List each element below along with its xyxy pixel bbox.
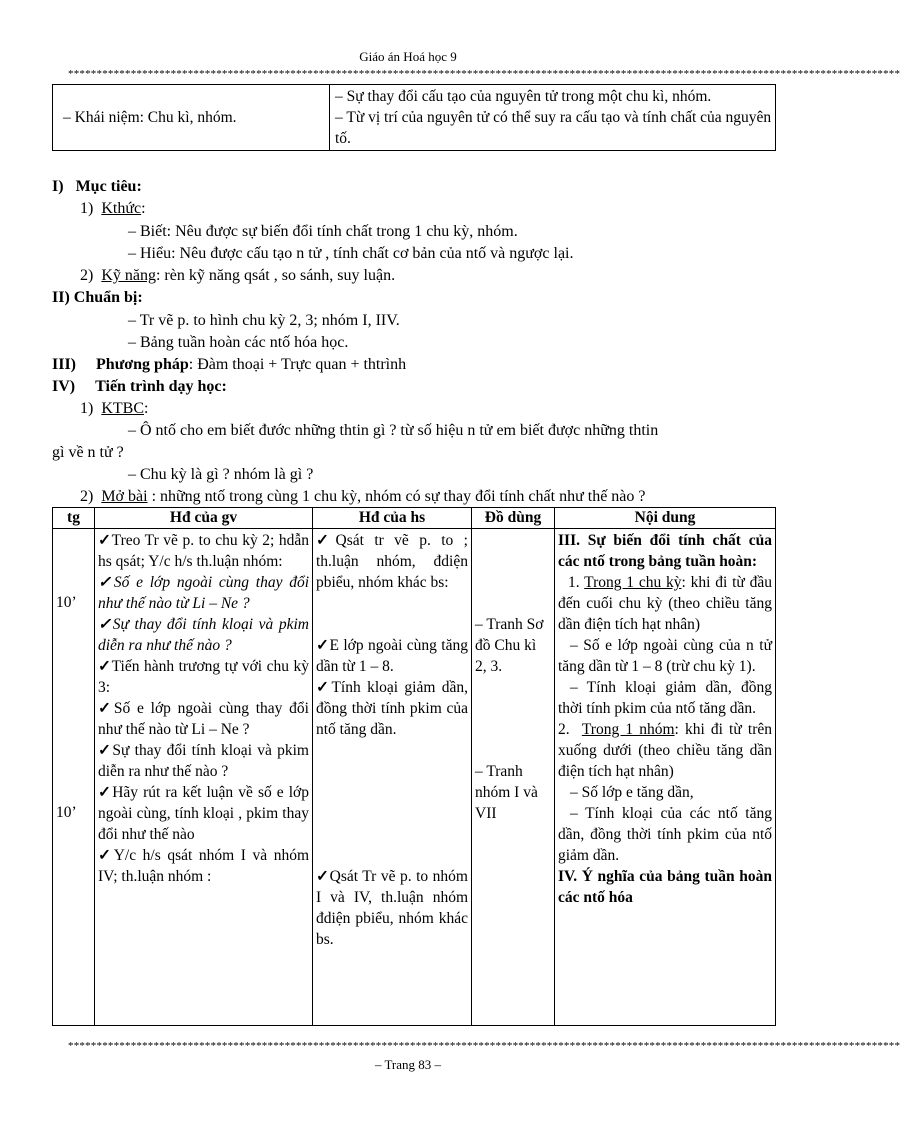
section-4-1: 1) KTBC: bbox=[80, 400, 149, 417]
gv-step: ✓ Số e lớp ngoài cùng thay đổi như thế nào từ Li – Ne ? bbox=[98, 572, 309, 614]
lesson-activity-table bbox=[52, 507, 776, 1026]
content-point-1: 1. Trong 1 chu kỳ: khi đi từ đầu đến cuối chu kỳ (theo chiều tăng dần điện tích hạt nhân) bbox=[558, 574, 772, 633]
time-1: 10’ bbox=[56, 594, 77, 611]
section-1-1-understand: – Hiểu: Nêu được cấu tạo n tử , tính chất cơ bản của ntố và ngược lại. bbox=[128, 245, 574, 262]
materials-cell bbox=[472, 529, 555, 1026]
header-star-divider: ************************************************************************************************************************************************** bbox=[68, 68, 900, 80]
concept-detail-cell bbox=[330, 85, 776, 151]
section-2-item-2: – Bảng tuần hoàn các ntố hóa học. bbox=[128, 334, 349, 351]
gv-step: ✓ Tiến hành trương tự với chu kỳ 3: bbox=[98, 656, 309, 698]
page-number: – Trang 83 – bbox=[374, 1057, 442, 1072]
concept-detail-2: – Từ vị trí của nguyên tử có thể suy ra cấu tạo và tính chất của nguyên tố. bbox=[335, 109, 772, 147]
section-4-1-q1: – Ô ntố cho em biết đước những thtin gì ? từ số hiệu n tử em biết được những thtin bbox=[128, 422, 659, 439]
section-4-heading: IV) Tiến trình dạy học: bbox=[52, 378, 227, 395]
gv-step: ✓ Sự thay đổi tính kloại và pkim diễn ra như thế nào ? bbox=[98, 614, 309, 656]
content-point-1b: – Tính kloại giảm dần, đồng thời tính pkim của ntố tăng dần. bbox=[558, 679, 772, 717]
concept-cell: – Khái niệm: Chu kì, nhóm. bbox=[53, 85, 330, 151]
gv-step: ✓ Y/c h/s qsát nhóm I và nhóm IV; th.luận nhóm : bbox=[98, 845, 309, 887]
time-cell bbox=[53, 529, 95, 1026]
section-4-1-q1-cont: gì về n tử ? bbox=[52, 444, 124, 461]
section-2-item-1: – Tr vẽ p. to hình chu kỳ 2, 3; nhóm I, IIV. bbox=[128, 312, 400, 329]
time-2: 10’ bbox=[56, 804, 77, 821]
content-cell bbox=[555, 529, 776, 1026]
student-activity-cell bbox=[313, 529, 472, 1026]
concept-detail-1: – Sự thay đổi cấu tạo của nguyên tử trong một chu kì, nhóm. bbox=[335, 88, 712, 105]
gv-step: ✓ Số e lớp ngoài cùng thay đổi như thế nào từ Li – Ne ? bbox=[98, 698, 309, 740]
section-1-2: 2) Kỹ năng: rèn kỹ năng qsát , so sánh, suy luận. bbox=[80, 267, 396, 284]
section-1-1-know: – Biết: Nêu được sự biến đổi tính chất trong 1 chu kỳ, nhóm. bbox=[128, 223, 518, 240]
hs-step: ✓ Tính kloại giảm dần, đồng thời tính pkim của ntố tăng dần. bbox=[316, 677, 468, 740]
content-point-2a: – Số lớp e tăng dần, bbox=[570, 784, 694, 801]
col-header-student: Hđ của hs bbox=[313, 508, 472, 529]
gv-step: ✓ Hãy rút ra kết luận về số e lớp ngoài cùng, tính kloại , pkim thay đổi như thế nào bbox=[98, 782, 309, 845]
page-header-title: Giáo án Hoá học 9 bbox=[359, 49, 457, 64]
content-heading-iii: III. Sự biến đổi tính chất của các ntố trong bảng tuần hoàn: bbox=[558, 532, 772, 570]
section-2-heading: II) Chuẩn bị: bbox=[52, 289, 143, 306]
hs-step: ✓ Qsát Tr vẽ p. to nhóm I và IV, th.luận nhóm đdiện pbiểu, nhóm khác bs. bbox=[316, 866, 468, 950]
hs-step: ✓ E lớp ngoài cùng tăng dần từ 1 – 8. bbox=[316, 635, 468, 677]
section-1-heading: I) Mục tiêu: bbox=[52, 178, 142, 195]
gv-step: ✓ Treo Tr vẽ p. to chu kỳ 2; hdẫn hs qsát; Y/c h/s th.luận nhóm: bbox=[98, 530, 309, 572]
gv-step: ✓ Sự thay đổi tính kloại và pkim diễn ra như thế nào ? bbox=[98, 740, 309, 782]
footer-star-divider: ************************************************************************************************************************************************** bbox=[68, 1040, 900, 1052]
materials-2: – Tranh nhóm I và VII bbox=[475, 763, 538, 822]
col-header-teacher: Hđ của gv bbox=[95, 508, 313, 529]
section-4-2: 2) Mở bài : những ntố trong cùng 1 chu kỳ, nhóm có sự thay đổi tính chất như thế nào ? bbox=[80, 488, 646, 505]
section-4-1-q2: – Chu kỳ là gì ? nhóm là gì ? bbox=[128, 466, 314, 483]
teacher-activity-cell bbox=[95, 529, 313, 1026]
materials-1: – Tranh Sơ đồ Chu kì 2, 3. bbox=[475, 616, 544, 675]
col-header-time: tg bbox=[53, 508, 95, 529]
col-header-content: Nội dung bbox=[555, 508, 776, 529]
content-point-1a: – Số e lớp ngoài cùng của n tử tăng dần từ 1 – 8 (trừ chu kỳ 1). bbox=[558, 637, 772, 675]
objectives-table bbox=[52, 84, 776, 151]
content-heading-iv: IV. Ý nghĩa của bảng tuần hoàn các ntố hóa bbox=[558, 868, 772, 906]
content-point-2b: – Tính kloại của các ntố tăng dần, đồng thời tính pkim của ntố giảm dần. bbox=[558, 805, 772, 864]
col-header-materials: Đồ dùng bbox=[472, 508, 555, 529]
section-3-heading: III) Phương pháp: Đàm thoại + Trực quan + thtrình bbox=[52, 356, 407, 373]
content-point-2: 2. Trong 1 nhóm: khi đi từ trên xuống dưới (theo chiều tăng dần điện tích hạt nhân) bbox=[558, 721, 772, 780]
section-1-1: 1) Kthức: bbox=[80, 200, 146, 217]
hs-step: ✓ Qsát tr vẽ p. to ; th.luận nhóm, đdiện pbiểu, nhóm khác bs: bbox=[316, 530, 468, 593]
